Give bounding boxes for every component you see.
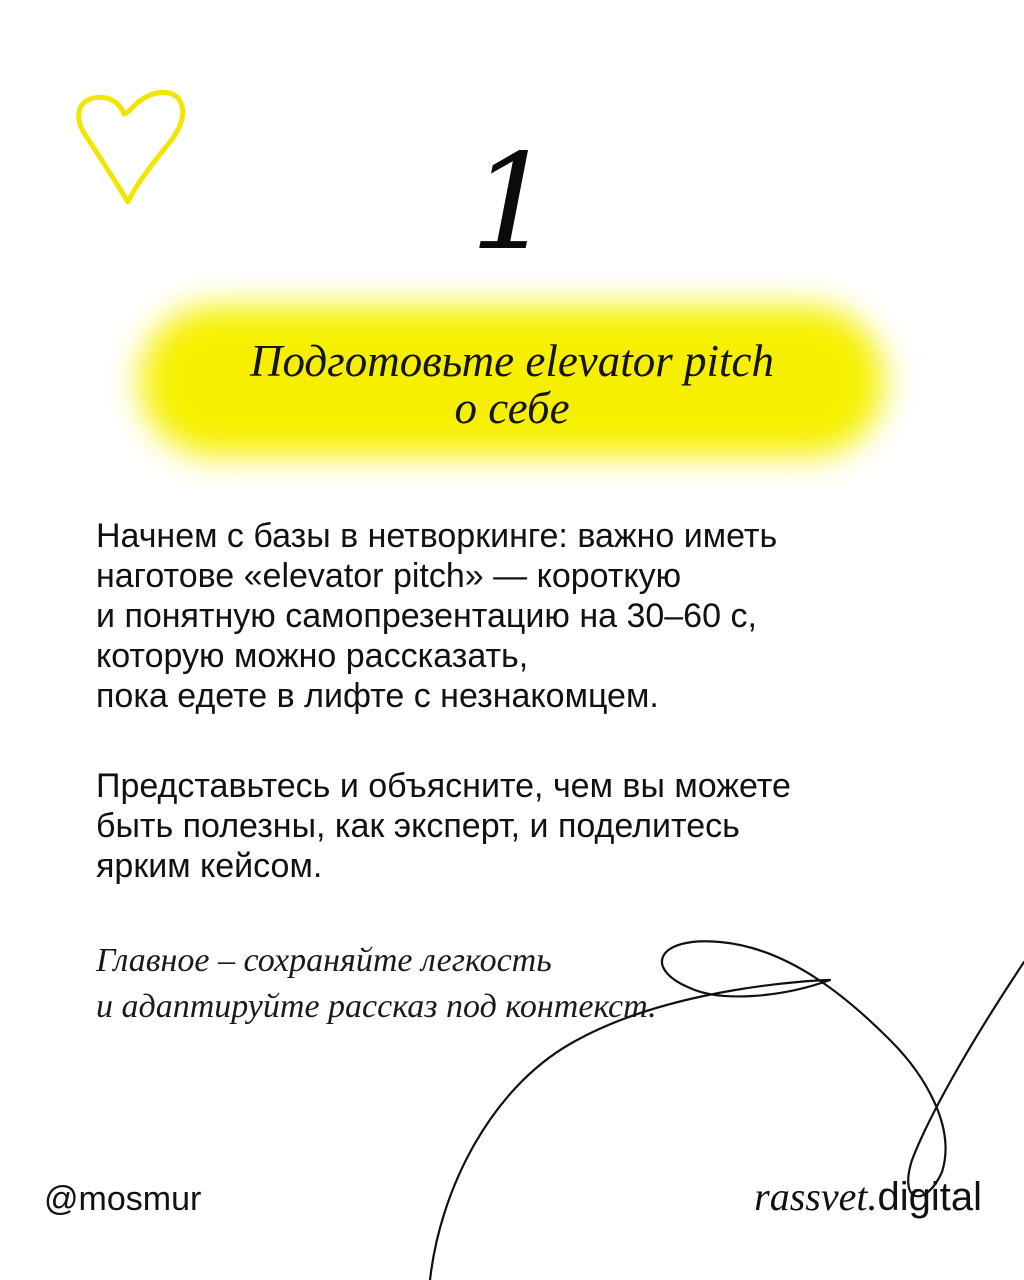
paragraph-line: которую можно рассказать, [96,637,529,675]
tip-title [120,338,904,432]
paragraph-line: пока едете в лифте с незнакомцем. [96,677,659,715]
tip-title-line: о себе [454,383,570,433]
brand-logo-italic: rassvet. [754,1174,878,1219]
paragraph-line: быть полезны, как эксперт, и поделитесь [96,807,740,845]
paragraph-line: Представьтесь и объясните, чем вы можете [96,767,791,805]
paragraph-line: ярким кейсом. [96,847,323,885]
tip-number: 1 [470,126,554,280]
paragraph-line: Начнем с базы в нетворкинге: важно иметь [96,517,778,555]
paragraph-line: наготове «elevator pitch» — короткую [96,557,682,595]
body-paragraph-2 [96,766,946,886]
quote-line: и адаптируйте рассказ под контекст. [96,988,657,1025]
body-paragraph-1 [96,516,946,716]
brand-logo [754,1174,982,1220]
social-handle: @mosmur [44,1180,202,1218]
paragraph-line: и понятную самопрезентацию на 30–60 с, [96,597,757,635]
quote-line: Главное – сохраняйте легкость [96,942,552,979]
swirl-line-icon [420,940,1024,1280]
brand-logo-plain: digital [877,1175,982,1219]
tip-title-line: Подготовьте elevator pitch [249,336,775,386]
